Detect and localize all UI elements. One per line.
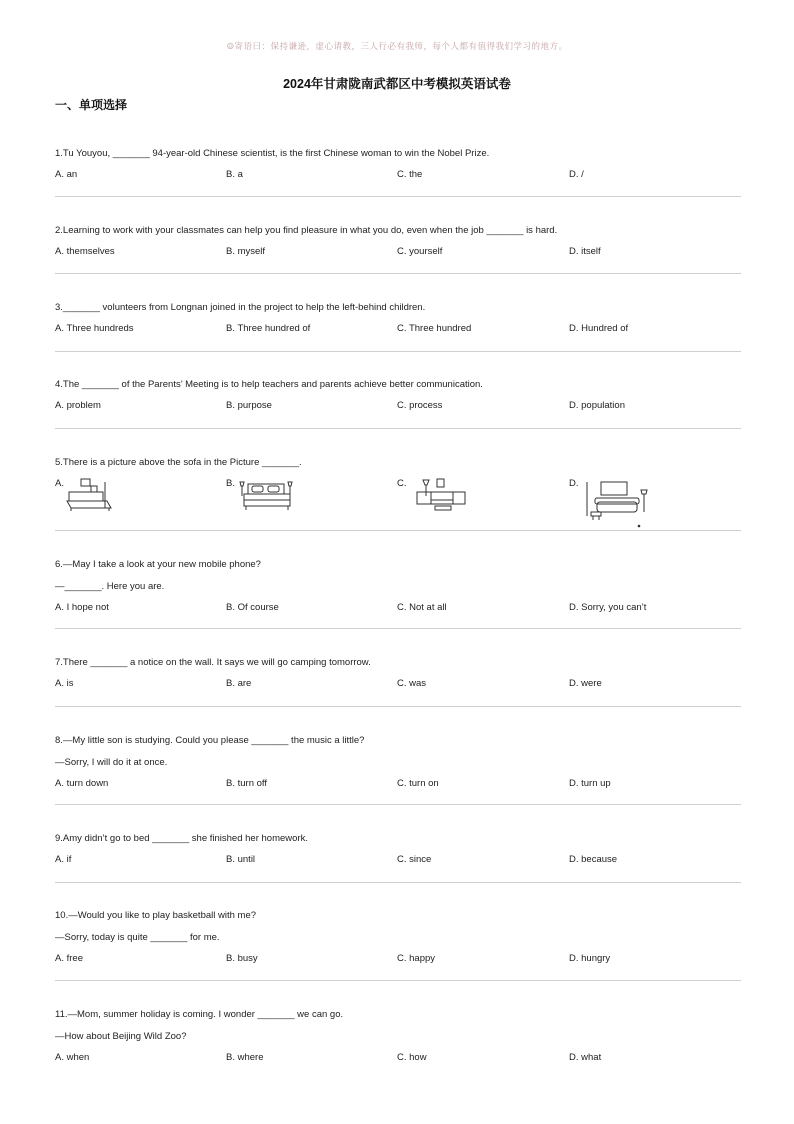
question-6: [55, 558, 741, 618]
option-b[interactable]: B. Of course: [226, 602, 279, 613]
option-label: C.: [397, 478, 407, 489]
option-a[interactable]: A. turn down: [55, 778, 109, 789]
option-d[interactable]: D. Sorry, you can’t: [569, 602, 647, 613]
option-c[interactable]: C. was: [397, 678, 427, 689]
option-a[interactable]: A. if: [55, 854, 72, 865]
option-c[interactable]: C. the: [397, 169, 423, 180]
option-a[interactable]: A. is: [55, 678, 74, 689]
question-stem: 8.—My little son is studying. Could you please _______ the music a little?: [55, 735, 365, 746]
question-stem: —_______. Here you are.: [55, 581, 165, 592]
question-3: [55, 301, 741, 339]
option-a[interactable]: A. themselves: [55, 246, 115, 257]
question-1: [55, 147, 741, 185]
question-2: [55, 224, 741, 262]
option-d[interactable]: D. itself: [569, 246, 601, 257]
question-10: [55, 909, 741, 969]
option-c[interactable]: C. how: [397, 1052, 427, 1063]
option-label: D.: [569, 478, 579, 489]
divider: [55, 882, 741, 883]
sofa-lamp-icon: [413, 478, 469, 514]
option-b[interactable]: B. a: [226, 169, 243, 180]
option-c[interactable]: C. happy: [397, 953, 436, 964]
option-b[interactable]: B. where: [226, 1052, 264, 1063]
divider: [55, 428, 741, 429]
option-d[interactable]: D. hungry: [569, 953, 611, 964]
option-a[interactable]: A. free: [55, 953, 83, 964]
option-label: A.: [55, 478, 64, 489]
bed-picture-icon: [65, 478, 117, 516]
option-d[interactable]: D. were: [569, 678, 602, 689]
option-c[interactable]: C. Three hundred: [397, 323, 472, 334]
question-7: [55, 656, 741, 694]
question-8: [55, 734, 741, 794]
option-c[interactable]: C. turn on: [397, 778, 439, 789]
option-a[interactable]: [55, 478, 64, 489]
option-c[interactable]: C. since: [397, 854, 432, 865]
question-stem: —How about Beijing Wild Zoo?: [55, 1031, 187, 1042]
question-stem: —Sorry, I will do it at once.: [55, 757, 168, 768]
option-a[interactable]: A. Three hundreds: [55, 323, 134, 334]
question-stem: 2.Learning to work with your classmates can help you find pleasure in what you do, even when the job _______ is hard.: [55, 225, 558, 236]
divider: [55, 980, 741, 981]
divider: [55, 351, 741, 352]
option-c[interactable]: C. yourself: [397, 246, 443, 257]
option-b[interactable]: B. are: [226, 678, 252, 689]
option-b[interactable]: B. Three hundred of: [226, 323, 311, 334]
option-label: B.: [226, 478, 235, 489]
question-stem: 4.The _______ of the Parents’ Meeting is to help teachers and parents achieve better communication.: [55, 379, 483, 390]
option-c[interactable]: C. process: [397, 400, 443, 411]
question-stem: 6.—May I take a look at your new mobile phone?: [55, 559, 261, 570]
option-d[interactable]: D. turn up: [569, 778, 611, 789]
section-heading: 一、单项选择: [55, 98, 128, 112]
question-stem: 1.Tu Youyou, _______ 94-year-old Chinese scientist, is the first Chinese woman to win the Nobel Prize.: [55, 148, 490, 159]
question-stem: 5.There is a picture above the sofa in the Picture _______.: [55, 457, 302, 468]
option-d[interactable]: D. /: [569, 169, 584, 180]
option-b[interactable]: [226, 478, 235, 489]
option-a[interactable]: A. I hope not: [55, 602, 109, 613]
question-stem: 7.There _______ a notice on the wall. It says we will go camping tomorrow.: [55, 657, 371, 668]
divider: [55, 804, 741, 805]
option-d[interactable]: D. population: [569, 400, 625, 411]
option-b[interactable]: B. turn off: [226, 778, 268, 789]
option-b[interactable]: B. until: [226, 854, 256, 865]
question-9: [55, 832, 741, 870]
option-b[interactable]: B. purpose: [226, 400, 272, 411]
question-stem: —Sorry, today is quite _______ for me.: [55, 932, 220, 943]
question-stem: 10.—Would you like to play basketball with me?: [55, 910, 257, 921]
divider: [55, 706, 741, 707]
sofa-picture-icon: [583, 478, 653, 530]
option-b[interactable]: B. busy: [226, 953, 258, 964]
page-title: 2024年甘肃陇南武都区中考模拟英语试卷: [283, 77, 511, 91]
question-11: [55, 1008, 741, 1068]
option-a[interactable]: A. an: [55, 169, 78, 180]
option-d[interactable]: [569, 478, 579, 489]
option-d[interactable]: D. what: [569, 1052, 602, 1063]
option-d[interactable]: D. because: [569, 854, 618, 865]
question-stem: 11.—Mom, summer holiday is coming. I wonder _______ we can go.: [55, 1009, 344, 1020]
option-c[interactable]: C. Not at all: [397, 602, 447, 613]
divider: [55, 273, 741, 274]
question-stem: 9.Amy didn’t go to bed _______ she finished her homework.: [55, 833, 308, 844]
question-4: [55, 378, 741, 416]
option-b[interactable]: B. myself: [226, 246, 266, 257]
bed-lamps-icon: [236, 478, 298, 514]
option-a[interactable]: A. problem: [55, 400, 101, 411]
question-5: [55, 456, 741, 528]
question-stem: 3._______ volunteers from Longnan joined in the project to help the left-behind children.: [55, 302, 426, 313]
header-motto: ☺寄语曰：保持谦逊，虚心请教，三人行必有我师，每个人都有值得我们学习的地方。: [226, 42, 568, 52]
divider: [55, 196, 741, 197]
option-a[interactable]: A. when: [55, 1052, 90, 1063]
divider: [55, 628, 741, 629]
option-c[interactable]: [397, 478, 407, 489]
divider: [55, 530, 741, 531]
option-d[interactable]: D. Hundred of: [569, 323, 629, 334]
